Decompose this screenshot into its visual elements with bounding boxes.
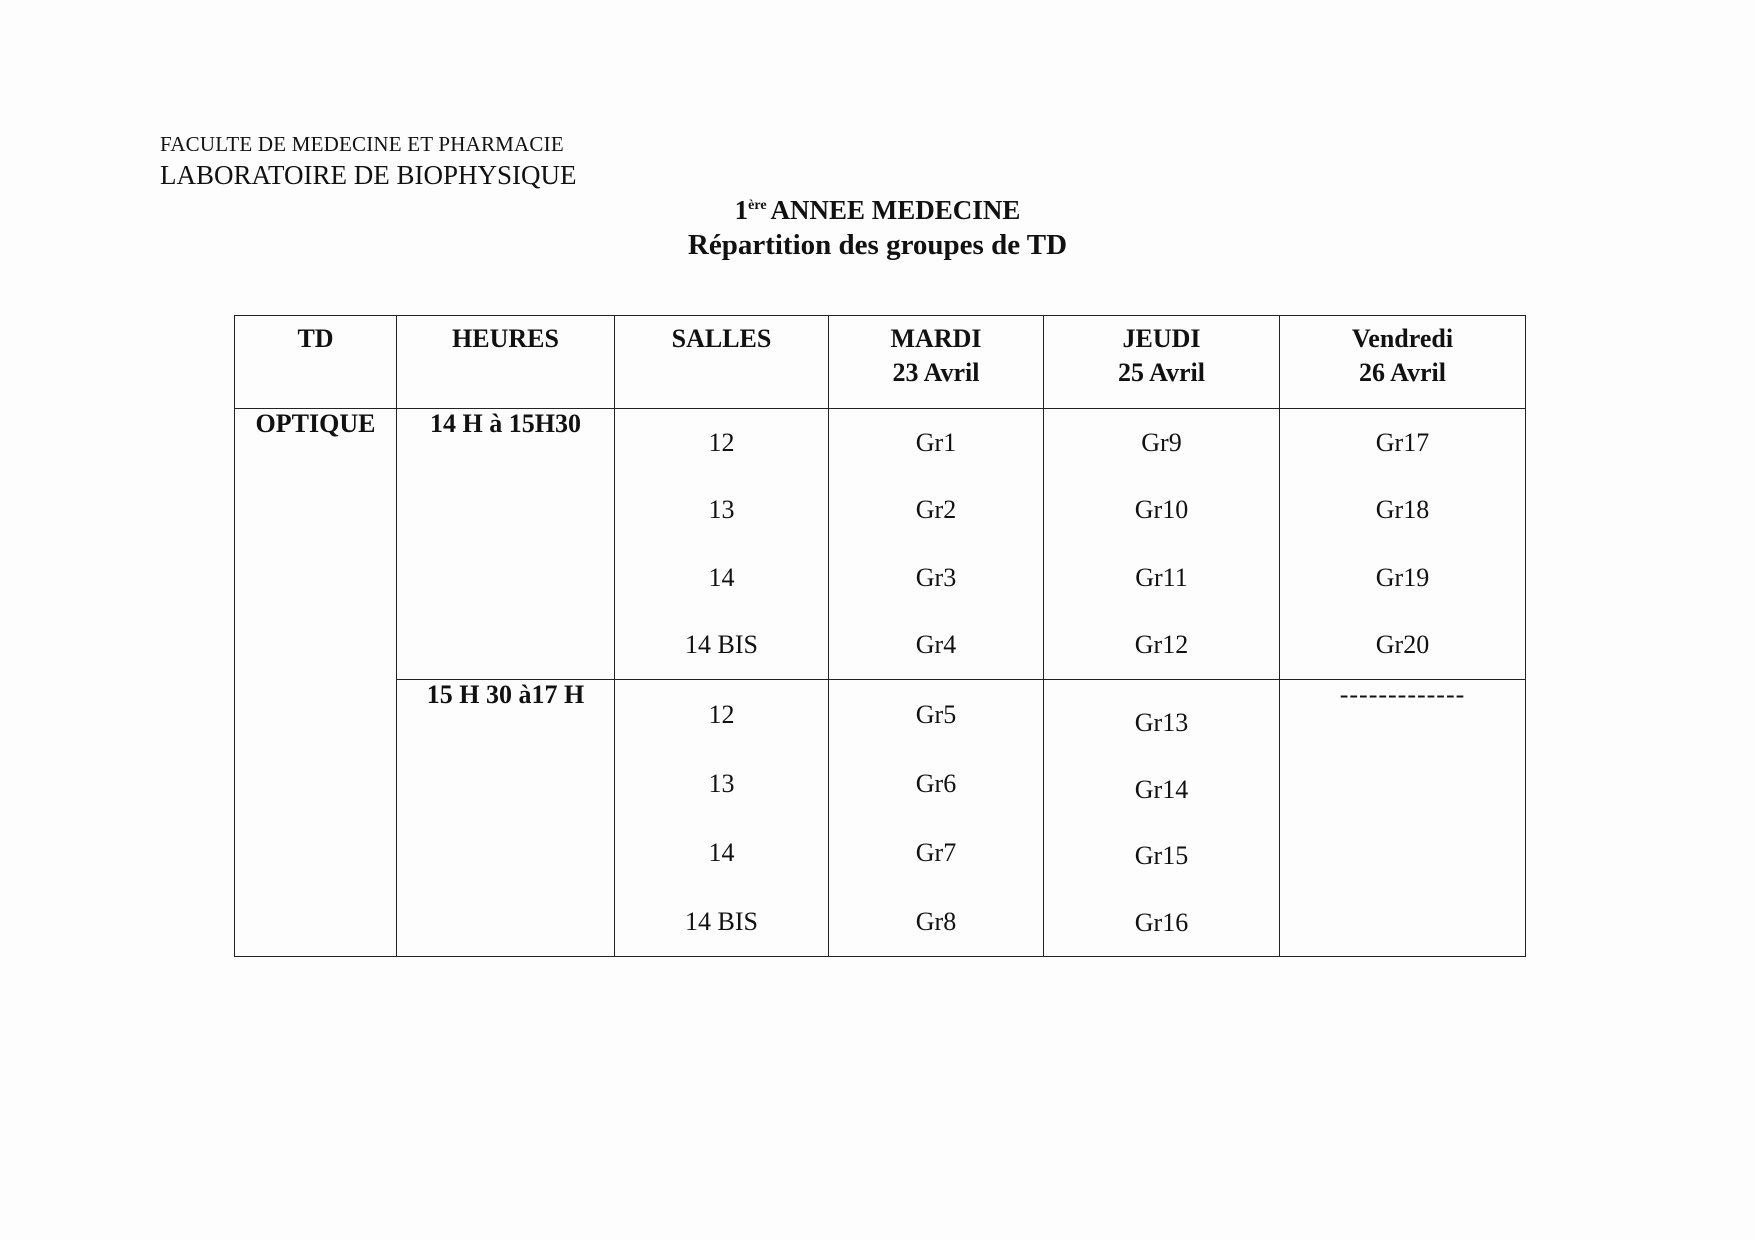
group-value: Gr3 <box>915 562 957 592</box>
schedule-table <box>234 315 1526 957</box>
group-value: Gr15 <box>1134 841 1189 871</box>
group-value: Gr11 <box>1135 562 1188 592</box>
group-value: Gr6 <box>915 768 957 798</box>
heure-cell: 15 H 30 à17 H <box>397 680 615 957</box>
group-value: Gr19 <box>1375 562 1430 592</box>
vendredi-cell <box>1280 409 1526 680</box>
salles-cell <box>615 409 829 680</box>
group-value: Gr17 <box>1375 427 1430 457</box>
jeudi-cell <box>1044 409 1280 680</box>
salle-value: 14 BIS <box>685 630 758 660</box>
group-value: Gr1 <box>915 427 957 457</box>
group-value: Gr12 <box>1134 630 1189 660</box>
year-title-rest: ANNEE MEDECINE <box>770 195 1021 225</box>
vendredi-empty-cell: ------------- <box>1280 680 1526 957</box>
group-value: Gr8 <box>915 906 957 936</box>
group-value: Gr18 <box>1375 495 1430 525</box>
laboratory-name: LABORATOIRE DE BIOPHYSIQUE <box>160 160 577 190</box>
salle-value: 12 <box>708 699 735 729</box>
group-value: Gr5 <box>915 699 957 729</box>
salle-value: 12 <box>708 427 735 457</box>
salle-value: 14 <box>708 837 735 867</box>
group-value: Gr2 <box>915 495 957 525</box>
salle-value: 13 <box>708 495 735 525</box>
year-title <box>0 195 1755 226</box>
header-td: TD <box>235 316 397 409</box>
header-row <box>235 316 1526 409</box>
salle-value: 13 <box>708 768 735 798</box>
header-vendredi: Vendredi 26 Avril <box>1280 316 1526 409</box>
header-mardi: MARDI 23 Avril <box>829 316 1044 409</box>
group-value: Gr4 <box>915 630 957 660</box>
table-row <box>235 409 1526 680</box>
group-value: Gr10 <box>1134 495 1189 525</box>
group-value: Gr20 <box>1375 630 1430 660</box>
mardi-cell <box>829 680 1044 957</box>
salle-value: 14 BIS <box>685 906 758 936</box>
heure-cell: 14 H à 15H30 <box>397 409 615 680</box>
jeudi-cell <box>1044 680 1280 957</box>
group-value: Gr14 <box>1134 774 1189 804</box>
header-heures: HEURES <box>397 316 615 409</box>
header-salles: SALLES <box>615 316 829 409</box>
year-superscript: ère <box>748 198 767 213</box>
td-name-cell: OPTIQUE <box>235 409 397 957</box>
header-jeudi: JEUDI 25 Avril <box>1044 316 1280 409</box>
group-value: Gr9 <box>1141 427 1182 457</box>
year-number: 1 <box>734 195 749 225</box>
salles-cell <box>615 680 829 957</box>
group-value: Gr16 <box>1134 907 1189 937</box>
faculty-name: FACULTE DE MEDECINE ET PHARMACIE <box>160 132 564 156</box>
group-value: Gr13 <box>1134 708 1189 738</box>
table-row <box>235 680 1526 957</box>
group-value: Gr7 <box>915 837 957 867</box>
mardi-cell <box>829 409 1044 680</box>
salle-value: 14 <box>708 562 735 592</box>
document-subtitle: Répartition des groupes de TD <box>687 229 1068 261</box>
